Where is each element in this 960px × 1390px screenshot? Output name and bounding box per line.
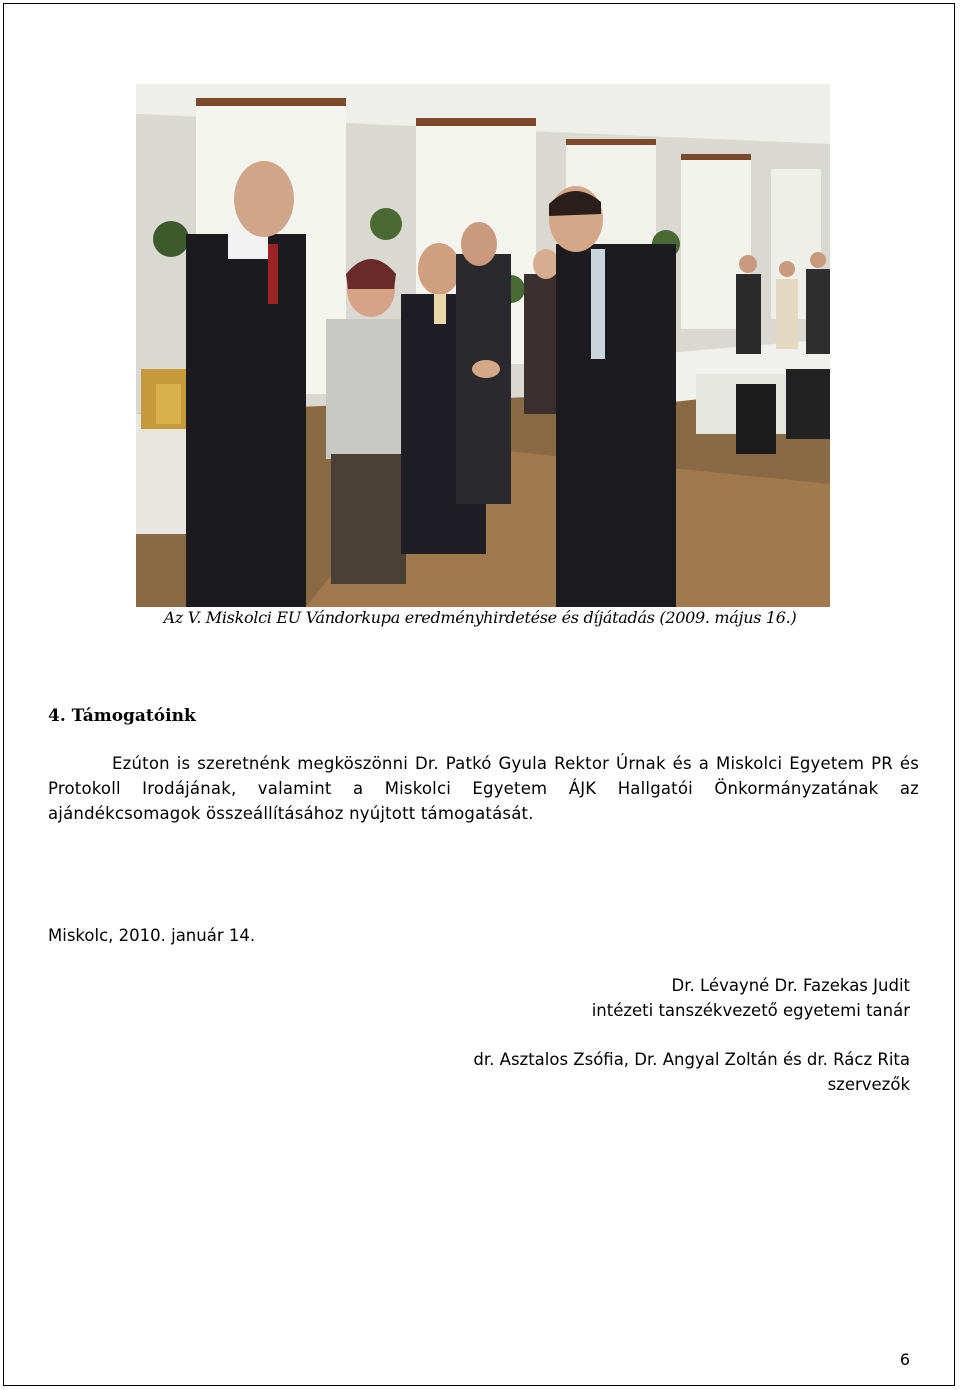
signature-block-organizers	[473, 1047, 910, 1097]
organizer-role: szervezők	[827, 1075, 910, 1094]
section-heading: 4. Támogatóink	[48, 706, 196, 726]
photo-caption: Az V. Miskolci EU Vándorkupa eredményhirdetése és díjátadás (2009. május 16.)	[163, 608, 797, 627]
organizer-names: dr. Asztalos Zsófia, Dr. Angyal Zoltán és dr. Rácz Rita	[473, 1050, 910, 1069]
signature-block-head	[592, 973, 910, 1023]
page-number: 6	[899, 1350, 910, 1369]
document-page	[3, 3, 955, 1386]
ceremony-photo	[136, 84, 830, 607]
photo-illustration	[136, 84, 830, 607]
acknowledgement-paragraph: Ezúton is szeretnénk megköszönni Dr. Patkó Gyula Rektor Úrnak és a Miskolci Egyetem PR és Protokoll Irodájának, valamint a Miskolci Egyetem ÁJK Hallgatói Önkormányzatának az ajándékcsomagok összeállításához nyújtott támogatását.	[48, 754, 919, 823]
place-date: Miskolc, 2010. január 14.	[48, 926, 256, 945]
signature-name: Dr. Lévayné Dr. Fazekas Judit	[671, 976, 910, 995]
signature-title: intézeti tanszékvezető egyetemi tanár	[591, 1001, 910, 1020]
